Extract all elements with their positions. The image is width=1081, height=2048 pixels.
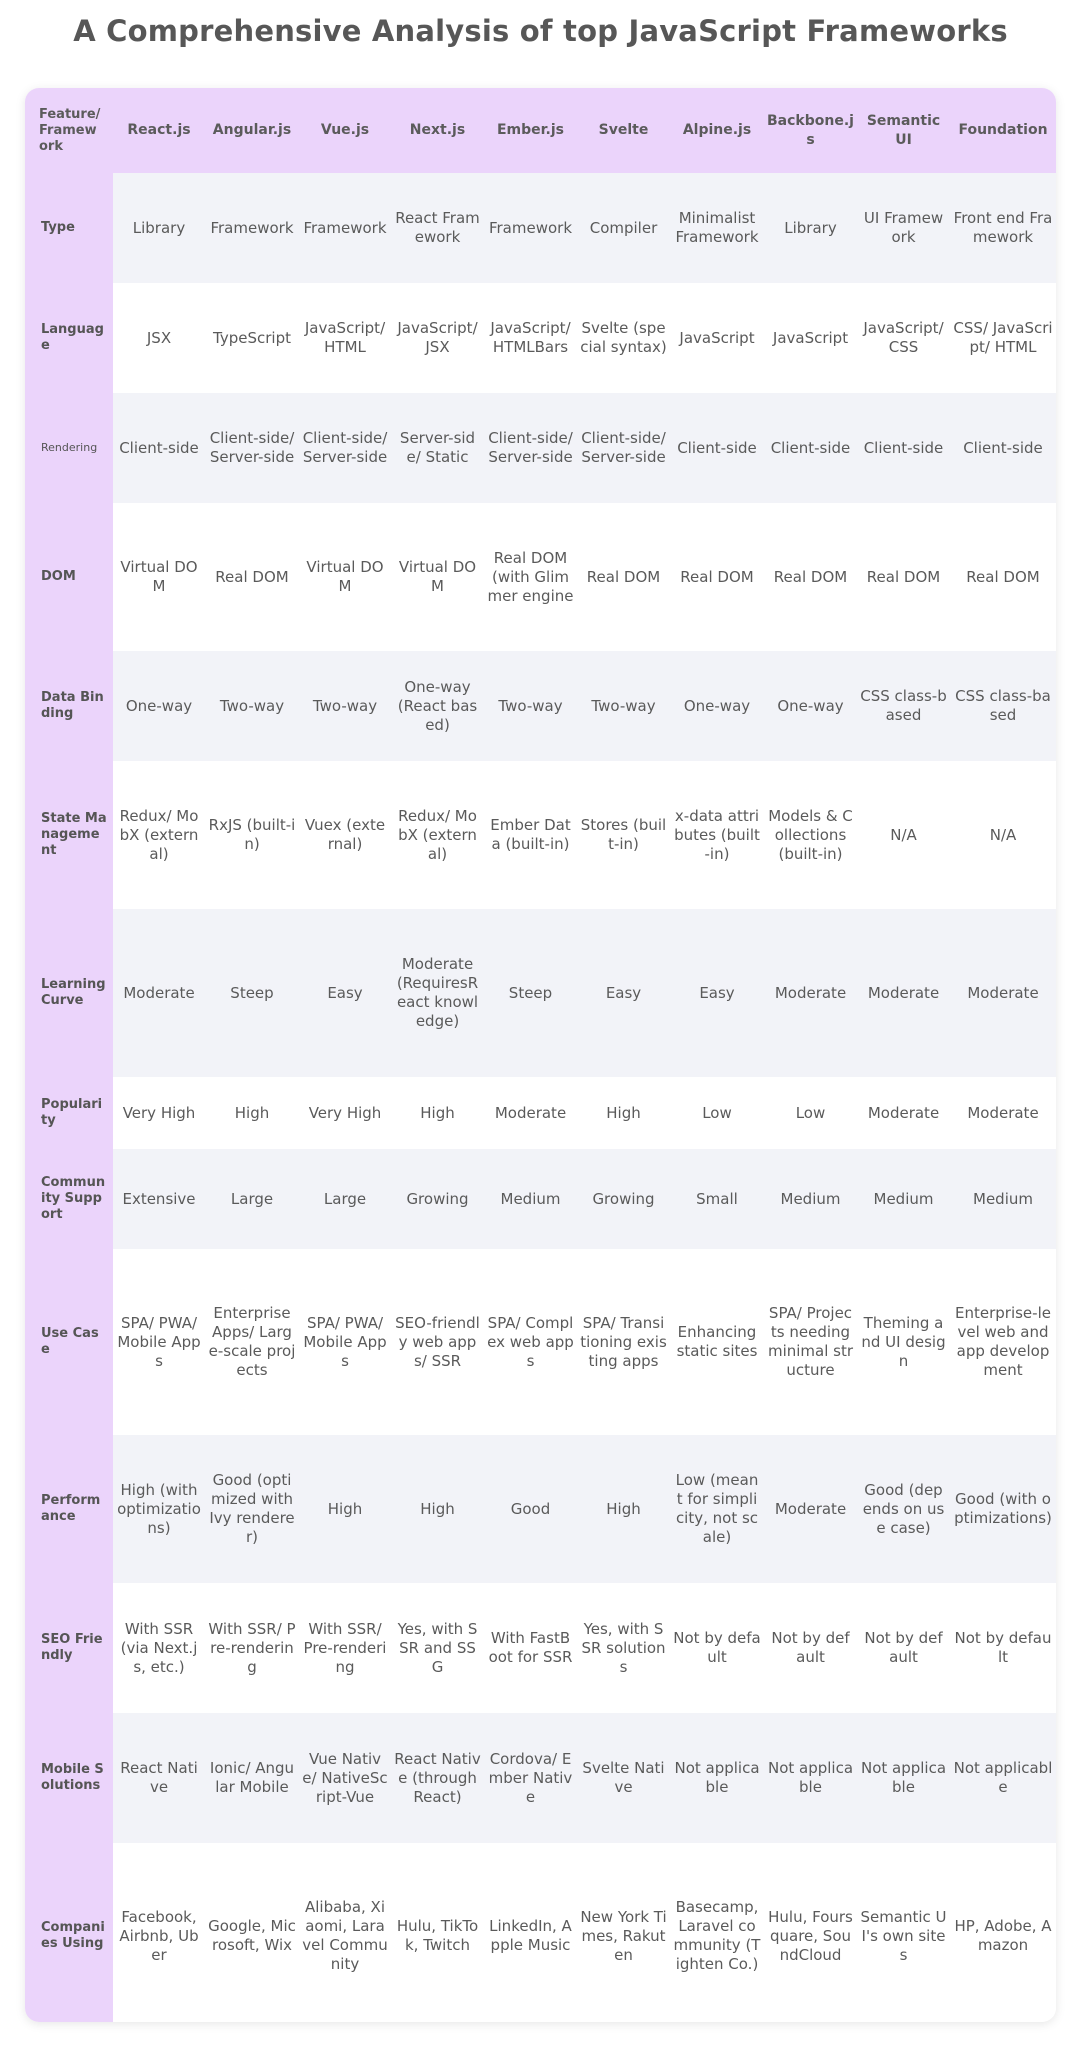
table-cell: Client-side/ Server-side xyxy=(205,393,299,503)
table-cell: Client-side xyxy=(670,393,764,503)
table-cell: Easy xyxy=(299,909,391,1077)
header-alpine: Alpine.js xyxy=(670,88,764,173)
comparison-table-card xyxy=(25,88,1056,2022)
table-cell: Moderate xyxy=(857,1077,950,1149)
table-cell: Real DOM xyxy=(205,503,299,651)
table-cell: Client-side xyxy=(950,393,1056,503)
header-semantic-ui: Semantic UI xyxy=(857,88,950,173)
table-cell: Vue Native/ NativeScript-Vue xyxy=(299,1713,391,1843)
table-cell: Hulu, Foursquare, SoundCloud xyxy=(764,1843,857,2022)
table-cell: React Framework xyxy=(391,173,484,283)
table-cell: Not by default xyxy=(857,1583,950,1713)
table-row xyxy=(25,1149,1056,1249)
table-cell: Basecamp, Laravel community (Tighten Co.) xyxy=(670,1843,764,2022)
table-cell: Client-side/ Server-side xyxy=(299,393,391,503)
table-cell: Hulu, TikTok, Twitch xyxy=(391,1843,484,2022)
table-cell: Alibaba, Xiaomi, Laravel Community xyxy=(299,1843,391,2022)
table-cell: One-way xyxy=(764,651,857,761)
table-cell: Library xyxy=(113,173,205,283)
table-cell: Cordova/ Ember Native xyxy=(484,1713,577,1843)
row-feature-label: Use Case xyxy=(25,1249,113,1435)
table-cell: Facebook, Airbnb, Uber xyxy=(113,1843,205,2022)
table-cell: New York Times, Rakuten xyxy=(577,1843,670,2022)
table-cell: Two-way xyxy=(484,651,577,761)
table-cell: TypeScript xyxy=(205,283,299,393)
table-row xyxy=(25,761,1056,909)
page-title: A Comprehensive Analysis of top JavaScript Frameworks xyxy=(73,14,1008,48)
table-cell: Virtual DOM xyxy=(299,503,391,651)
table-cell: React Native (through React) xyxy=(391,1713,484,1843)
table-cell: Minimalist Framework xyxy=(670,173,764,283)
table-cell: x-data attributes (built-in) xyxy=(670,761,764,909)
table-cell: LinkedIn, Apple Music xyxy=(484,1843,577,2022)
table-row xyxy=(25,173,1056,283)
table-cell: JavaScript/ CSS xyxy=(857,283,950,393)
table-cell: Server-side/ Static xyxy=(391,393,484,503)
table-cell: Stores (built-in) xyxy=(577,761,670,909)
table-cell: RxJS (built-in) xyxy=(205,761,299,909)
corner-header: Feature/ Framew ork xyxy=(25,88,113,173)
table-cell: N/A xyxy=(857,761,950,909)
table-cell: Steep xyxy=(205,909,299,1077)
row-feature-label: Performance xyxy=(25,1435,113,1583)
table-cell: Framework xyxy=(484,173,577,283)
table-cell: One-way xyxy=(670,651,764,761)
table-cell: Easy xyxy=(577,909,670,1077)
table-cell: JavaScript xyxy=(764,283,857,393)
table-cell: Good (with optimizations) xyxy=(950,1435,1056,1583)
table-cell: Very High xyxy=(299,1077,391,1149)
row-feature-label: Rendering xyxy=(25,393,113,503)
table-row xyxy=(25,393,1056,503)
table-cell: Enhancing static sites xyxy=(670,1249,764,1435)
table-cell: SEO-friendly web apps/ SSR xyxy=(391,1249,484,1435)
table-cell: Small xyxy=(670,1149,764,1249)
table-cell: One-way (React based) xyxy=(391,651,484,761)
table-cell: N/A xyxy=(950,761,1056,909)
table-cell: Not by default xyxy=(670,1583,764,1713)
row-feature-label: Learning Curve xyxy=(25,909,113,1077)
table-cell: Easy xyxy=(670,909,764,1077)
table-cell: Yes, with SSR solutions xyxy=(577,1583,670,1713)
table-cell: JavaScript/ HTMLBars xyxy=(484,283,577,393)
table-cell: SPA/ PWA/ Mobile Apps xyxy=(299,1249,391,1435)
table-cell: Very High xyxy=(113,1077,205,1149)
table-cell: Virtual DOM xyxy=(113,503,205,651)
header-angular: Angular.js xyxy=(205,88,299,173)
table-cell: Moderate (RequiresReact knowledge) xyxy=(391,909,484,1077)
table-cell: Semantic UI's own sites xyxy=(857,1843,950,2022)
table-cell: HP, Adobe, Amazon xyxy=(950,1843,1056,2022)
table-cell: Growing xyxy=(577,1149,670,1249)
table-cell: Yes, with SSR and SSG xyxy=(391,1583,484,1713)
row-feature-label: Data Binding xyxy=(25,651,113,761)
table-row xyxy=(25,1713,1056,1843)
table-cell: SPA/ Projects needing minimal structure xyxy=(764,1249,857,1435)
header-svelte: Svelte xyxy=(577,88,670,173)
table-row xyxy=(25,1583,1056,1713)
table-cell: JavaScript/ HTML xyxy=(299,283,391,393)
table-cell: Medium xyxy=(484,1149,577,1249)
table-cell: Medium xyxy=(764,1149,857,1249)
table-cell: Svelte Native xyxy=(577,1713,670,1843)
table-cell: Real DOM xyxy=(670,503,764,651)
table-cell: Large xyxy=(299,1149,391,1249)
table-cell: Moderate xyxy=(764,909,857,1077)
header-backbone: Backbone.js xyxy=(764,88,857,173)
table-cell: One-way xyxy=(113,651,205,761)
header-react: React.js xyxy=(113,88,205,173)
table-cell: Good (depends on use case) xyxy=(857,1435,950,1583)
table-cell: Google, Microsoft, Wix xyxy=(205,1843,299,2022)
table-cell: JavaScript xyxy=(670,283,764,393)
table-row xyxy=(25,283,1056,393)
table-cell: Redux/ MobX (external) xyxy=(391,761,484,909)
table-cell: Compiler xyxy=(577,173,670,283)
table-cell: Not applicable xyxy=(670,1713,764,1843)
row-feature-label: State Management xyxy=(25,761,113,909)
table-cell: Client-side/ Server-side xyxy=(484,393,577,503)
table-cell: Models & Collections (built-in) xyxy=(764,761,857,909)
row-feature-label: Companies Using xyxy=(25,1843,113,2022)
table-cell: Front end Framework xyxy=(950,173,1056,283)
table-cell: Medium xyxy=(857,1149,950,1249)
table-cell: Real DOM xyxy=(764,503,857,651)
table-cell: High xyxy=(391,1077,484,1149)
table-cell: Virtual DOM xyxy=(391,503,484,651)
header-foundation: Foundation xyxy=(950,88,1056,173)
table-row xyxy=(25,1843,1056,2022)
table-cell: Medium xyxy=(950,1149,1056,1249)
table-cell: Moderate xyxy=(950,1077,1056,1149)
table-cell: Client-side/ Server-side xyxy=(577,393,670,503)
table-cell: Not by default xyxy=(764,1583,857,1713)
table-cell: Not applicable xyxy=(950,1713,1056,1843)
table-cell: Client-side xyxy=(113,393,205,503)
table-cell: Vuex (external) xyxy=(299,761,391,909)
row-feature-label: DOM xyxy=(25,503,113,651)
table-cell: Not by default xyxy=(950,1583,1056,1713)
table-cell: Enterprise-level web and app development xyxy=(950,1249,1056,1435)
table-cell: High (with optimizations) xyxy=(113,1435,205,1583)
table-cell: Extensive xyxy=(113,1149,205,1249)
table-cell: React Native xyxy=(113,1713,205,1843)
table-cell: Moderate xyxy=(764,1435,857,1583)
table-cell: Library xyxy=(764,173,857,283)
table-cell: Two-way xyxy=(577,651,670,761)
table-cell: UI Framework xyxy=(857,173,950,283)
table-cell: SPA/ Transitioning existing apps xyxy=(577,1249,670,1435)
table-cell: CSS/ JavaScript/ HTML xyxy=(950,283,1056,393)
table-cell: JSX xyxy=(113,283,205,393)
row-feature-label: SEO Friendly xyxy=(25,1583,113,1713)
table-cell: Large xyxy=(205,1149,299,1249)
table-cell: Theming and UI design xyxy=(857,1249,950,1435)
table-cell: With FastBoot for SSR xyxy=(484,1583,577,1713)
table-cell: Client-side xyxy=(764,393,857,503)
table-row xyxy=(25,909,1056,1077)
table-cell: Redux/ MobX (external) xyxy=(113,761,205,909)
table-cell: Svelte (special syntax) xyxy=(577,283,670,393)
table-cell: Enterprise Apps/ Large-scale projects xyxy=(205,1249,299,1435)
table-cell: Good xyxy=(484,1435,577,1583)
table-cell: With SSR (via Next.js, etc.) xyxy=(113,1583,205,1713)
table-cell: Client-side xyxy=(857,393,950,503)
table-cell: Good (optimized with Ivy renderer) xyxy=(205,1435,299,1583)
table-cell: Two-way xyxy=(299,651,391,761)
table-cell: With SSR/ Pre-rendering xyxy=(205,1583,299,1713)
table-cell: Low (meant for simplicity, not scale) xyxy=(670,1435,764,1583)
table-cell: Not applicable xyxy=(764,1713,857,1843)
table-cell: With SSR/ Pre-rendering xyxy=(299,1583,391,1713)
table-cell: High xyxy=(205,1077,299,1149)
table-cell: CSS class-based xyxy=(857,651,950,761)
table-cell: Low xyxy=(670,1077,764,1149)
table-cell: CSS class-based xyxy=(950,651,1056,761)
row-feature-label: Type xyxy=(25,173,113,283)
table-row xyxy=(25,503,1056,651)
table-cell: Steep xyxy=(484,909,577,1077)
table-cell: JavaScript/ JSX xyxy=(391,283,484,393)
table-row xyxy=(25,1435,1056,1583)
table-cell: High xyxy=(391,1435,484,1583)
table-cell: Moderate xyxy=(484,1077,577,1149)
table-cell: Moderate xyxy=(950,909,1056,1077)
table-cell: Not applicable xyxy=(857,1713,950,1843)
table-cell: High xyxy=(299,1435,391,1583)
header-next: Next.js xyxy=(391,88,484,173)
header-vue: Vue.js xyxy=(299,88,391,173)
table-cell: Framework xyxy=(299,173,391,283)
table-cell: Growing xyxy=(391,1149,484,1249)
table-cell: Real DOM xyxy=(577,503,670,651)
header-ember: Ember.js xyxy=(484,88,577,173)
table-cell: SPA/ Complex web apps xyxy=(484,1249,577,1435)
table-cell: Ember Data (built-in) xyxy=(484,761,577,909)
table-cell: Real DOM xyxy=(857,503,950,651)
table-cell: High xyxy=(577,1435,670,1583)
table-cell: Real DOM xyxy=(950,503,1056,651)
row-feature-label: Language xyxy=(25,283,113,393)
comparison-table xyxy=(25,88,1056,2022)
table-row xyxy=(25,1249,1056,1435)
header-row xyxy=(25,88,1056,173)
table-cell: Ionic/ Angular Mobile xyxy=(205,1713,299,1843)
table-row xyxy=(25,1077,1056,1149)
table-cell: SPA/ PWA/ Mobile Apps xyxy=(113,1249,205,1435)
row-feature-label: Popularity xyxy=(25,1077,113,1149)
table-cell: Real DOM (with Glimmer engine xyxy=(484,503,577,651)
table-row xyxy=(25,651,1056,761)
table-cell: Moderate xyxy=(857,909,950,1077)
row-feature-label: Community Support xyxy=(25,1149,113,1249)
table-cell: Low xyxy=(764,1077,857,1149)
table-cell: Moderate xyxy=(113,909,205,1077)
row-feature-label: Mobile Solutions xyxy=(25,1713,113,1843)
table-cell: Two-way xyxy=(205,651,299,761)
table-cell: Framework xyxy=(205,173,299,283)
table-cell: High xyxy=(577,1077,670,1149)
